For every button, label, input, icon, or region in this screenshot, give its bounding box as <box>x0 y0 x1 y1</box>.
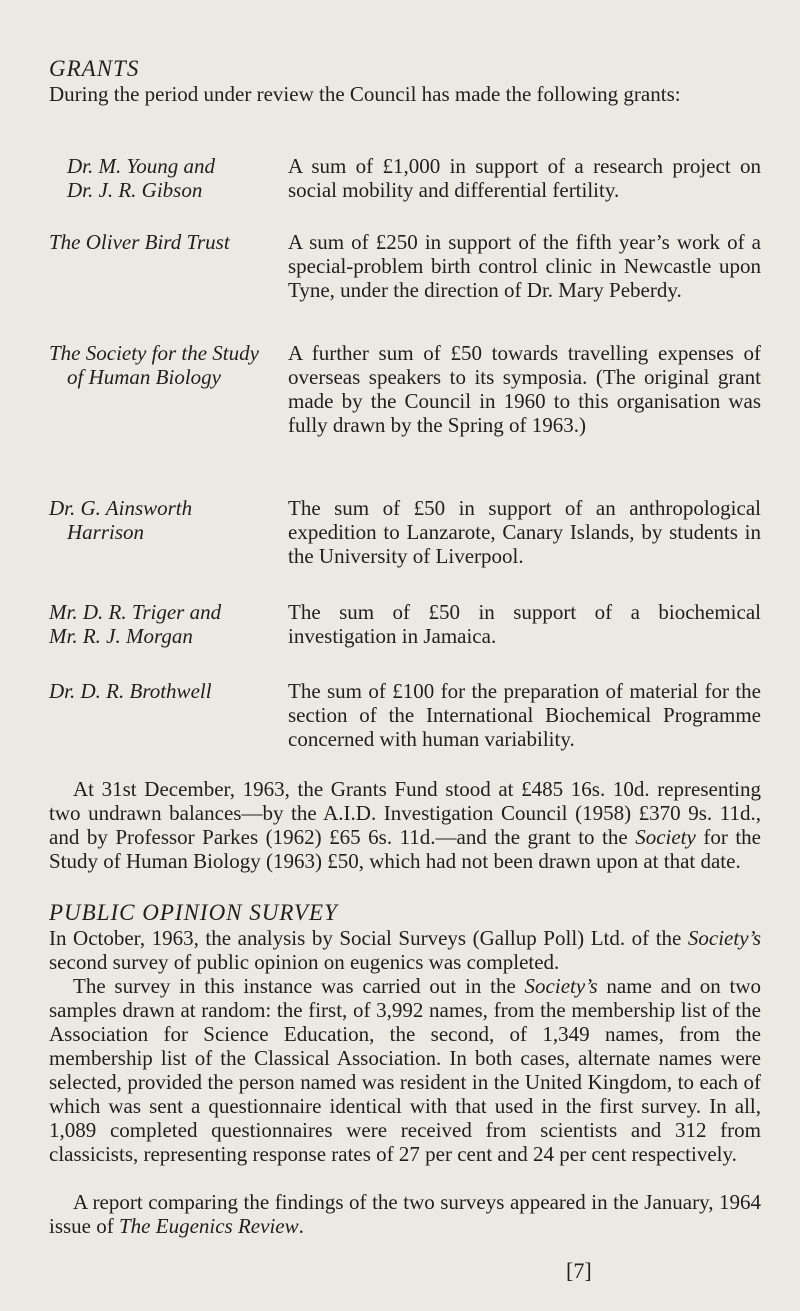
grantee-line: Dr. J. R. Gibson <box>67 178 203 202</box>
balance-text: At 31st December, 1963, the Grants Fund stood at £485 16s. 10d. representing two undrawn balances—by the A.I.D. Investigation Council (1958) £370 9s. 11d., and by Professor Parkes (1962) £65 6s. 11d.—and the grant to the <box>49 777 761 849</box>
grant-description: A further sum of £50 towards travelling expenses of overseas speakers to its symposia. (The original grant made by the Council in 1960 to this organisation was fully drawn by the Spring of 1963.) <box>288 341 761 437</box>
grant-description: A sum of £250 in support of the fifth year’s work of a special-problem birth control clinic in Newcastle upon Tyne, under the direction of Dr. Mary Peberdy. <box>288 230 761 302</box>
grantee <box>49 230 309 254</box>
survey-heading: PUBLIC OPINION SURVEY <box>49 900 338 925</box>
survey-paragraph-1 <box>49 926 761 974</box>
grantee-line: Dr. D. R. Brothwell <box>49 679 212 703</box>
grant-description: A sum of £1,000 in support of a research project on social mobility and differential fertility. <box>288 154 761 202</box>
survey-text: In October, 1963, the analysis by Social Surveys (Gallup Poll) Ltd. of the <box>49 926 688 950</box>
grants-heading: GRANTS <box>49 56 140 81</box>
survey-paragraph-2 <box>49 974 761 1166</box>
survey-text: A report comparing the findings of the two surveys appeared in the January, 1964 issue of <box>49 1190 761 1238</box>
grantee <box>49 600 309 648</box>
grantee-line: Dr. M. Young and <box>67 154 216 178</box>
survey-emphasis: Society’s <box>687 926 761 950</box>
grantee-line: Mr. D. R. Triger and <box>49 600 222 624</box>
survey-paragraph-3 <box>49 1190 761 1238</box>
grant-description: The sum of £100 for the preparation of material for the section of the International Biochemical Programme concerned with human variability. <box>288 679 761 751</box>
survey-text: second survey of public opinion on eugenics was completed. <box>49 950 560 974</box>
grantee <box>49 341 309 389</box>
survey-text: . <box>298 1214 304 1238</box>
grantee-line: of Human Biology <box>67 365 221 389</box>
balance-emphasis: Society <box>635 825 696 849</box>
survey-text: The survey in this instance was carried out in the <box>73 974 525 998</box>
grantee-line: Mr. R. J. Morgan <box>49 624 193 648</box>
grantee-line: The Oliver Bird Trust <box>49 230 230 254</box>
grant-description: The sum of £50 in support of a biochemical investigation in Jamaica. <box>288 600 761 648</box>
grantee <box>49 154 309 202</box>
grants-intro: During the period under review the Council has made the following grants: <box>49 82 681 106</box>
survey-text: name and on two samples drawn at random: the first, of 3,992 names, from the membership list of the Association for Science Education, the second, of 1,349 names, from the membership list of the Classical Association. In both cases, alternate names were selected, provided the person named was resident in the United Kingdom, to each of which was sent a questionnaire identical with that used in the first survey. In all, 1,089 completed questionnaires were received from scientists and 312 from classicists, representing response rates of 27 per cent and 24 per cent respectively. <box>49 974 761 1166</box>
survey-emphasis: Society’s <box>524 974 598 998</box>
journal-title: The Eugenics Review <box>119 1214 299 1238</box>
grantee-line: The Society for the Study <box>49 341 259 365</box>
grantee <box>49 496 309 544</box>
page-number: [7] <box>566 1258 592 1283</box>
grantee <box>49 679 309 703</box>
grant-description: The sum of £50 in support of an anthropological expedition to Lanzarote, Canary Islands, by students in the University of Liverpool. <box>288 496 761 568</box>
grantee-line: Harrison <box>67 520 145 544</box>
grantee-line: Dr. G. Ainsworth <box>49 496 193 520</box>
balance-text: for the Study of Human Biology (1963) £50, which had not been drawn upon at that date. <box>49 825 761 873</box>
grants-balance-paragraph <box>49 777 761 873</box>
